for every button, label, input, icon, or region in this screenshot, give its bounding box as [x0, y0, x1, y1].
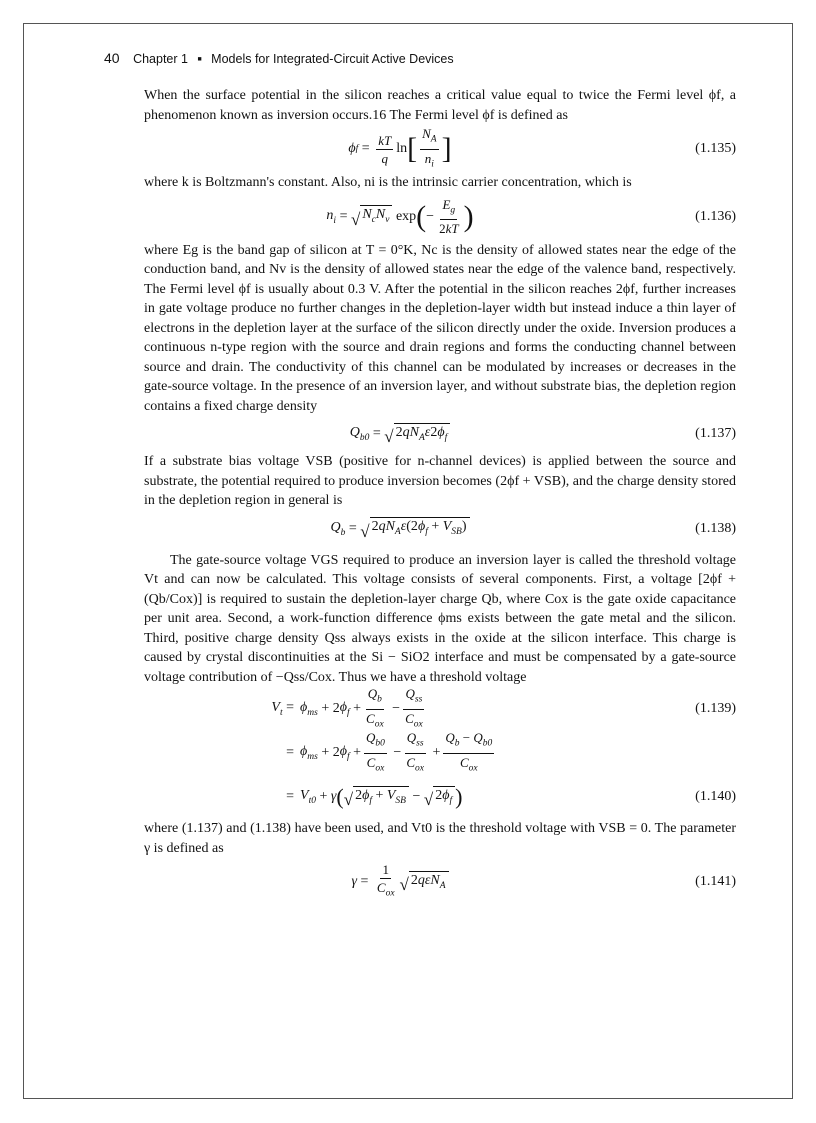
- equation-number: (1.137): [695, 426, 736, 441]
- equation-1-138: [144, 511, 736, 547]
- page-number: 40: [104, 50, 120, 66]
- chapter-title: Models for Integrated-Circuit Active Devices: [211, 52, 454, 66]
- equation-1-137: [144, 416, 736, 452]
- equation-number: (1.135): [695, 141, 736, 156]
- paragraph-threshold: The gate-source voltage VGS required to produce an inversion layer is called the threshold voltage Vt and can now be calculated. This voltage consists of several components. First, a voltage [2ϕf + (Qb/Cox)] is required to sustain the depletion-layer charge Qb, where Cox is the gate oxide capacitance per unit area. Second, a work-function difference ϕms exists between the gate metal and the silicon. Third, positive charge density Qss always exists in the oxide at the silicon interface. This charge is caused by crystal discontinuities at the Si − SiO2 interface and must be compensated by a gate-source voltage contribution of −Qss/Cox. Thus we have a threshold voltage: [144, 552, 736, 685]
- paragraph-inversion: When the surface potential in the silicon reaches a critical value equal to twice the Fermi level ϕf, a phenomenon known as inversion occurs.16 The Fermi level ϕf is defined as: [144, 88, 736, 123]
- equation-number: (1.138): [695, 520, 736, 536]
- equation-body: $n_i$ = √ $N_cN_v$ exp ( − $\frac{E_g}{2kT}$ ): [326, 196, 474, 237]
- equation-body: $Q_b$ = √ $2qN_A\varepsilon(2\phi_f + V_{SB})$: [144, 511, 656, 547]
- equation-1-140: = $V_{t0}$ + γ ( √ $2\phi_f + V_{SB}$ − √ $2\phi_f$ ) (1.140): [286, 784, 736, 810]
- equation-number: (1.140): [695, 789, 736, 804]
- page-content: [144, 86, 736, 906]
- equation-1-136: [144, 193, 736, 241]
- running-head: [104, 50, 744, 66]
- paragraph-substrate-bias: If a substrate bias voltage VSB (positive for n-channel devices) is applied between the source and substrate, the potential required to produce inversion becomes (2ϕf + VSB), and the charge density stored in the depletion region in general is: [144, 454, 736, 508]
- equation-number: (1.139): [695, 701, 736, 716]
- equation-body: ϕ f = $\frac{kT}{q}$ ln [ $\frac{N_A}{n_i}$ ]: [348, 125, 452, 170]
- equation-1-141: [144, 858, 736, 906]
- equation-1-135: [144, 125, 736, 173]
- chapter-label: Chapter 1: [133, 52, 188, 66]
- equation-1-139: $V_t$ = $\phi_{ms}$ + 2 $\phi_f$ + $\frac{Q_b}{C_{ox}}$ − $\frac{Q_{ss}}{C_{ox}}$ (1.139): [271, 685, 736, 730]
- paragraph-boltzmann: where k is Boltzmann's constant. Also, ni is the intrinsic carrier concentration, which is: [144, 175, 632, 190]
- equation-group-threshold: [144, 687, 736, 819]
- equation-1-139-continued: = $\phi_{ms}$ + 2 $\phi_f$ + $\frac{Q_{b0}}{C_{ox}}$ − $\frac{Q_{ss}}{C_{ox}}$ + $\frac{Q_b - Q_{b0}}{C_{ox}}$: [286, 729, 493, 774]
- equation-number: (1.136): [695, 208, 736, 224]
- equation-body: $Q_{b0}$ = √ $2qN_A\varepsilon 2\phi_f$: [144, 416, 656, 452]
- equation-body: γ = $\frac{1}{C_{ox}}$ √ 2qεN$_A$: [144, 858, 656, 906]
- bullet-icon: ■: [197, 56, 202, 63]
- equation-number: (1.141): [695, 874, 736, 889]
- paragraph-gamma: where (1.137) and (1.138) have been used, and Vt0 is the threshold voltage with VSB = 0. The parameter γ is defined as: [144, 821, 736, 856]
- paragraph-band-gap: where Eg is the band gap of silicon at T = 0°K, Nc is the density of allowed states near the edge of the conduction band, and Nv is the density of allowed states near the edge of the valence band, respectively. The Fermi level ϕf is usually about 0.3 V. After the potential in the silicon reaches 2ϕf, further increases in gate voltage produce no further changes in the depletion-layer width but instead induce a thin layer of electrons in the depletion layer at the surface of the silicon directly under the oxide. Inversion produces a continuous n-type region with the source and drain regions and forms the conducting channel between source and drain. The conductivity of this channel can be modulated by increases or decreases in the gate-source voltage. In the presence of an inversion layer, and without substrate bias, the depletion region contains a fixed charge density: [144, 242, 736, 414]
